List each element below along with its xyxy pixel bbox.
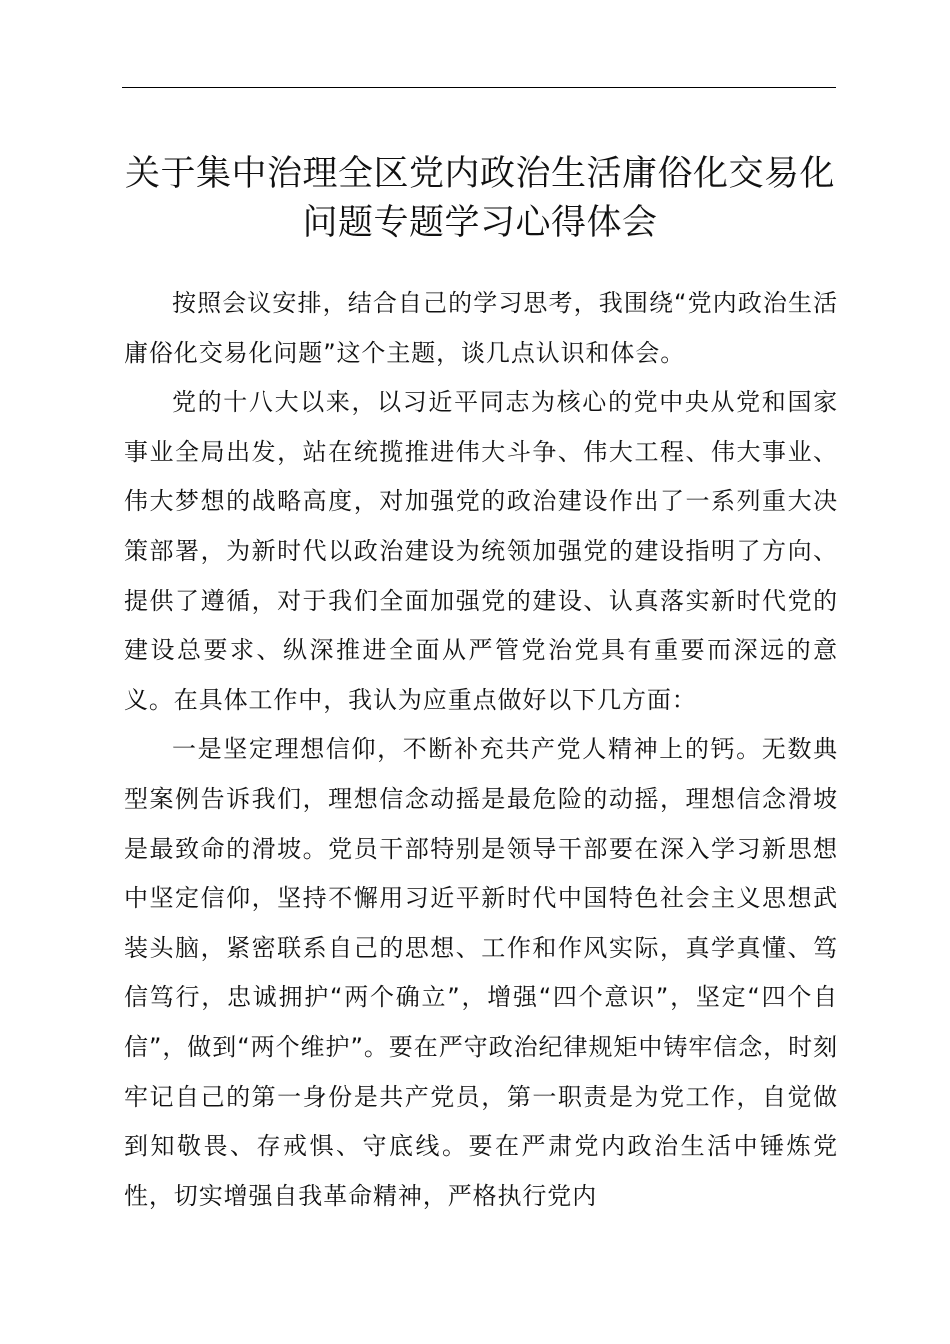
paragraph-background: 党的十八大以来，以习近平同志为核心的党中央从党和国家事业全局出发，站在统揽推进伟大斗争、伟大工程、伟大事业、伟大梦想的战略高度，对加强党的政治建设作出了一系列重大决策部署，为新时代以政治建设为统领加强党的建设指明了方向、提供了遵循，对于我们全面加强党的建设、认真落实新时代党的建设总要求、纵深推进全面从严管党治党具有重要而深远的意义。在具体工作中，我认为应重点做好以下几方面： bbox=[124, 388, 838, 714]
title-line-2: 问题专题学习心得体会 bbox=[302, 203, 658, 243]
paragraph-intro: 按照会议安排，结合自己的学习思考，我围绕“党内政治生活庸俗化交易化问题”这个主题，谈几点认识和体会。 bbox=[124, 289, 838, 367]
header-rule bbox=[122, 87, 836, 88]
document-title bbox=[110, 150, 850, 248]
paragraph-point-one: 一是坚定理想信仰，不断补充共产党人精神上的钙。无数典型案例告诉我们，理想信念动摇是最危险的动摇，理想信念滑坡是最致命的滑坡。党员干部特别是领导干部要在深入学习新思想中坚定信仰，坚持不懈用习近平新时代中国特色社会主义思想武装头脑，紧密联系自己的思想、工作和作风实际，真学真懂、笃信笃行，忠诚拥护“两个确立”，增强“四个意识”，坚定“四个自信”，做到“两个维护”。要在严守政治纪律规矩中铸牢信念，时刻牢记自己的第一身份是共产党员，第一职责是为党工作，自觉做到知敬畏、存戒惧、守底线。要在严肃党内政治生活中锤炼党性，切实增强自我革命精神，严格执行党内 bbox=[124, 735, 838, 1210]
document-body bbox=[124, 279, 838, 1221]
title-line-1: 关于集中治理全区党内政治生活庸俗化交易化 bbox=[124, 154, 835, 194]
